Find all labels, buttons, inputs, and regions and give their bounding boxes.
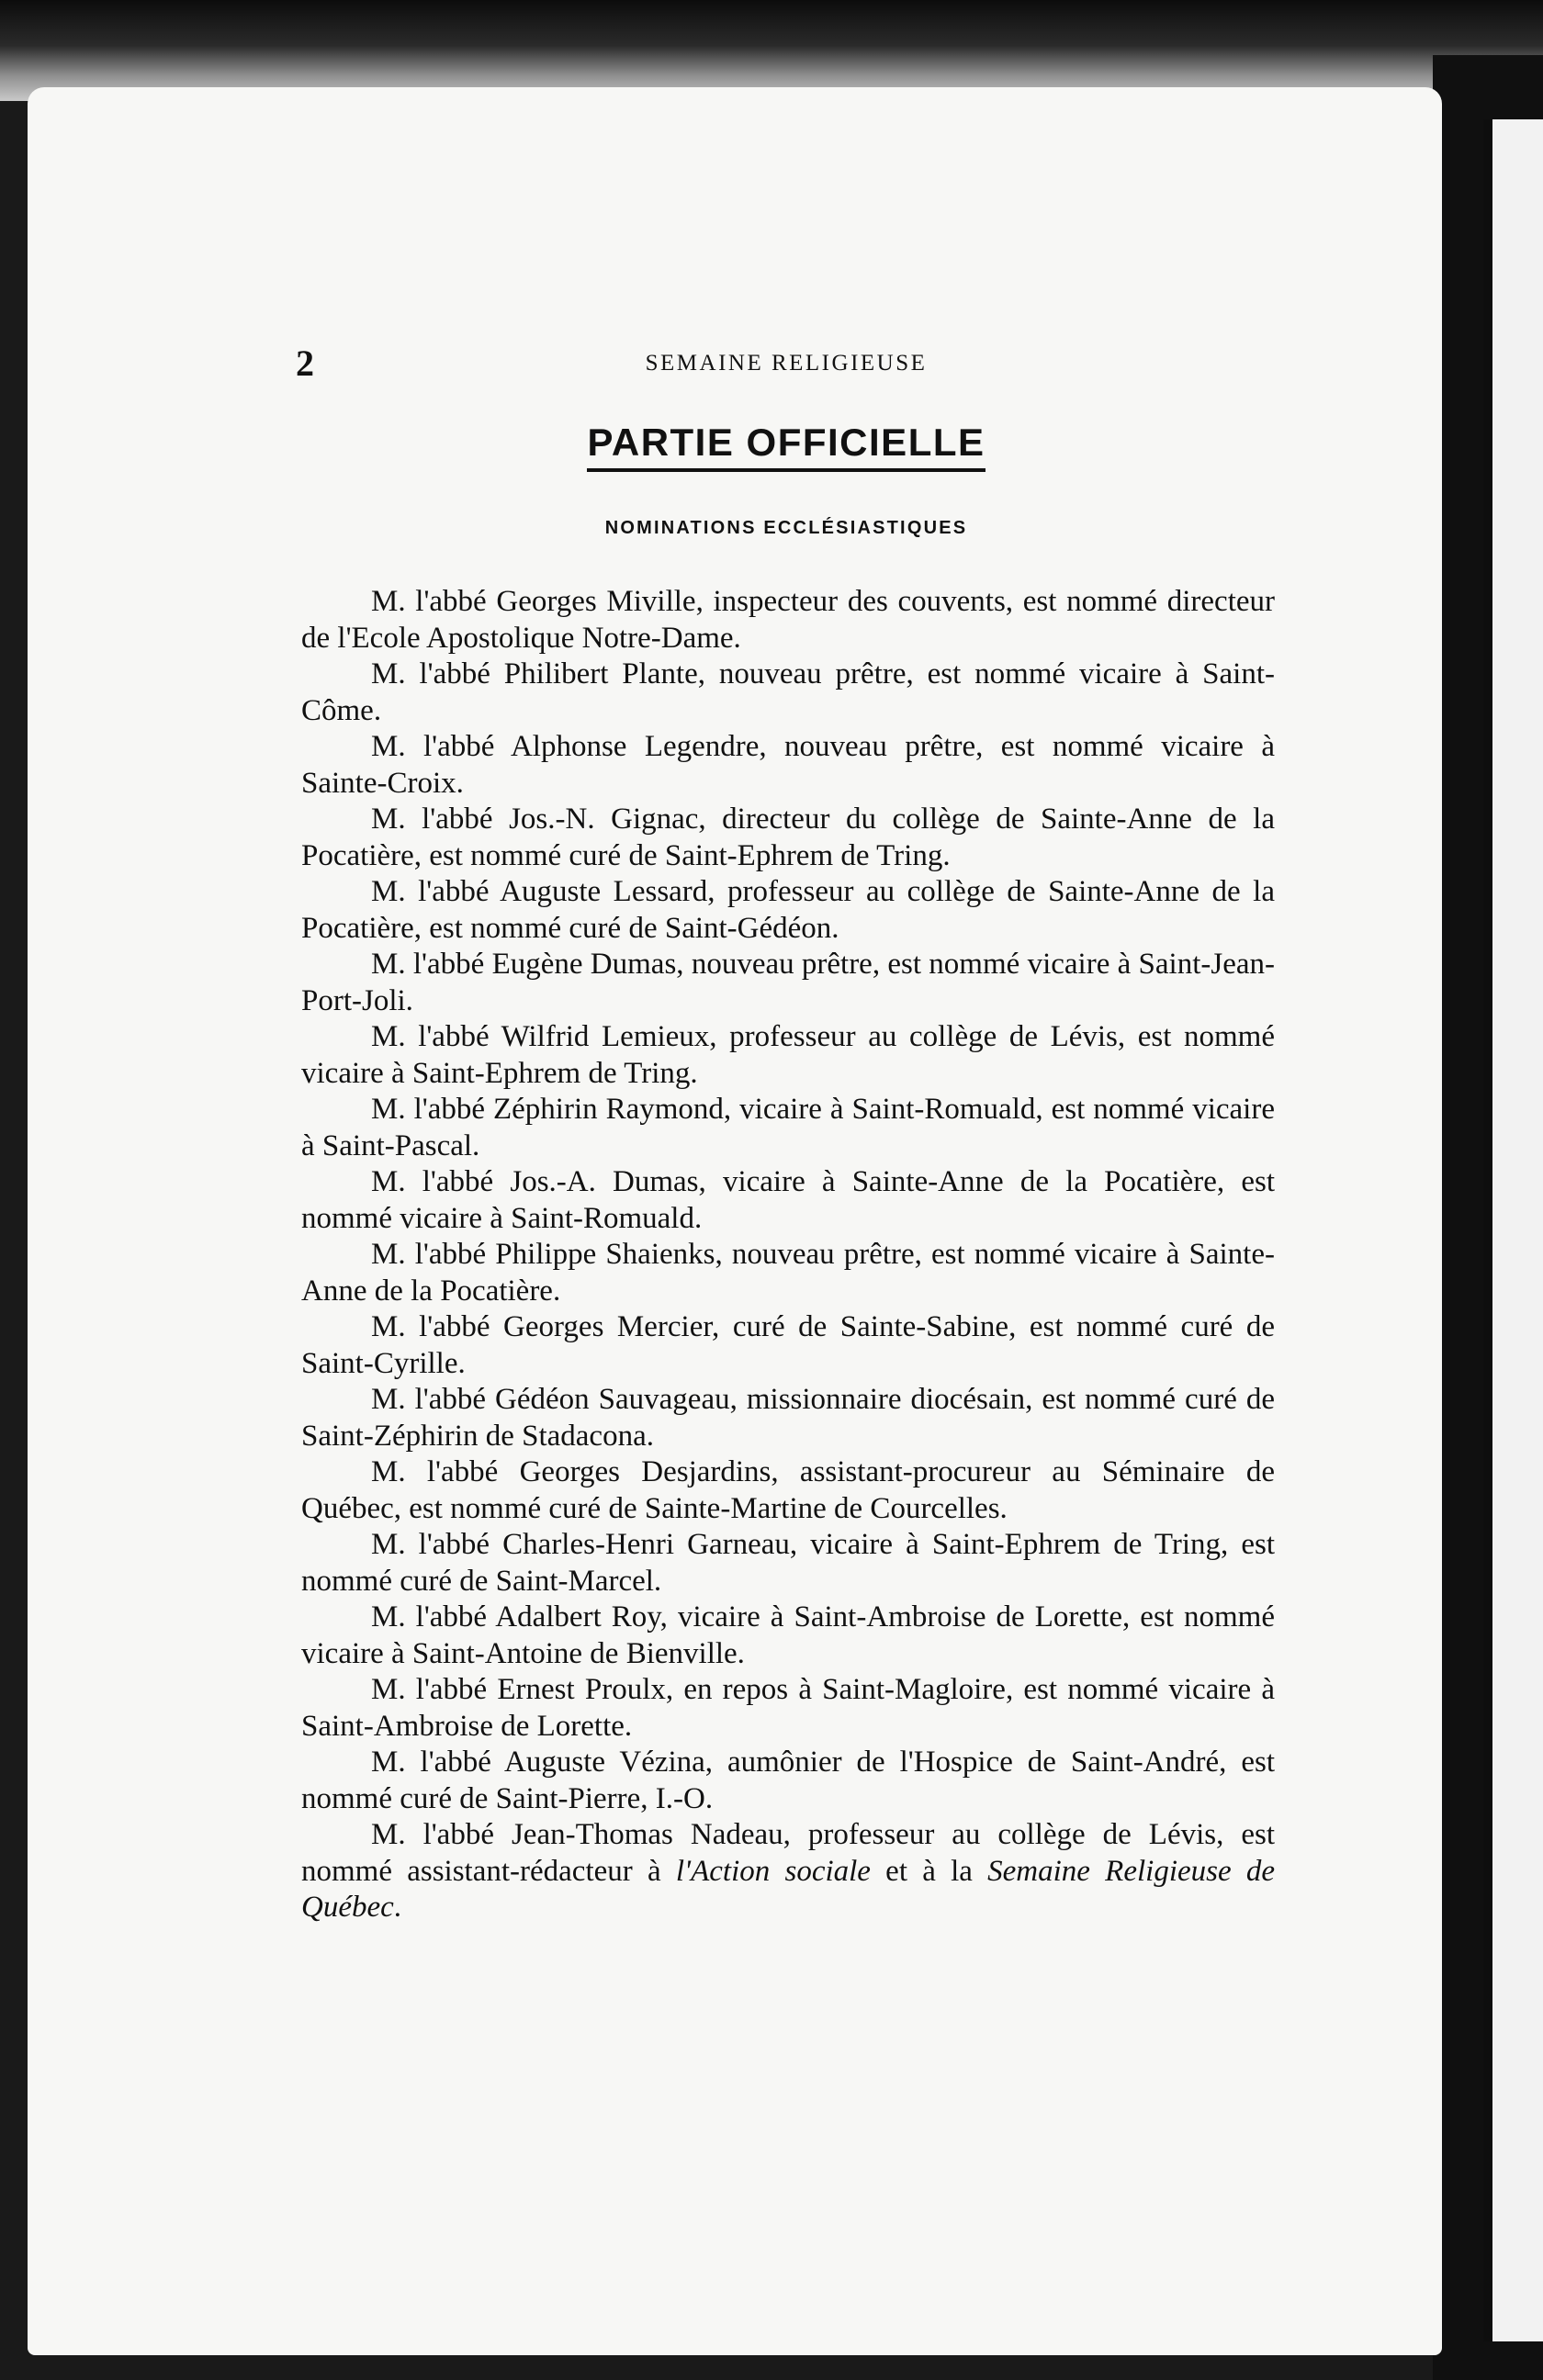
nomination-entry: M. l'abbé Auguste Lessard, professeur au collège de Sainte-Anne de la Pocatière, est nommé curé de Saint-Gédéon. bbox=[301, 875, 1275, 945]
entry-end: . bbox=[393, 1891, 402, 1924]
page-number: 2 bbox=[296, 342, 314, 384]
publication-action-sociale: l'Action sociale bbox=[675, 1854, 871, 1888]
nomination-entry: M. l'abbé Jos.-A. Dumas, vicaire à Sainte-Anne de la Pocatière, est nommé vicaire à Saint-Romuald. bbox=[301, 1165, 1275, 1235]
section-subtitle: NOMINATIONS ECCLÉSIASTIQUES bbox=[604, 518, 968, 538]
running-head: SEMAINE RELIGIEUSE bbox=[645, 351, 928, 376]
publication-semaine-religieuse: Semaine Religieuse de Québec bbox=[301, 1854, 1276, 1924]
section-title-text: PARTIE OFFICIELLE bbox=[587, 421, 985, 472]
nomination-entry: M. l'abbé Charles-Henri Garneau, vicaire à Saint-Ephrem de Tring, est nommé curé de Saint-Marcel. bbox=[301, 1528, 1275, 1598]
nominations-list bbox=[301, 584, 1275, 1926]
nomination-entry: M. l'abbé Philibert Plante, nouveau prêtre, est nommé vicaire à Saint-Côme. bbox=[301, 657, 1275, 727]
nomination-entry: M. l'abbé Georges Miville, inspecteur des couvents, est nommé directeur de l'Ecole Apostolique Notre-Dame. bbox=[301, 585, 1275, 655]
adjacent-page-edge bbox=[1483, 119, 1543, 2341]
nomination-entry: M. l'abbé Adalbert Roy, vicaire à Saint-Ambroise de Lorette, est nommé vicaire à Saint-Antoine de Bienville. bbox=[301, 1600, 1275, 1670]
nomination-entry: M. l'abbé Auguste Vézina, aumônier de l'Hospice de Saint-André, est nommé curé de Saint-Pierre, I.-O. bbox=[301, 1746, 1275, 1815]
nomination-entry: M. l'abbé Philippe Shaienks, nouveau prêtre, est nommé vicaire à Sainte-Anne de la Pocatière. bbox=[301, 1238, 1275, 1308]
nomination-entry: M. l'abbé Ernest Proulx, en repos à Saint-Magloire, est nommé vicaire à Saint-Ambroise de Lorette. bbox=[301, 1673, 1275, 1743]
nomination-entry: M. l'abbé Jos.-N. Gignac, directeur du collège de Sainte-Anne de la Pocatière, est nommé curé de Saint-Ephrem de Tring. bbox=[301, 803, 1275, 872]
nomination-entry: M. l'abbé Wilfrid Lemieux, professeur au collège de Lévis, est nommé vicaire à Saint-Ephrem de Tring. bbox=[301, 1020, 1275, 1090]
nomination-entry: M. l'abbé Gédéon Sauvageau, missionnaire diocésain, est nommé curé de Saint-Zéphirin de Stadacona. bbox=[301, 1383, 1275, 1453]
nomination-entry: M. l'abbé Georges Mercier, curé de Sainte-Sabine, est nommé curé de Saint-Cyrille. bbox=[301, 1310, 1275, 1380]
section-title bbox=[296, 421, 1277, 472]
nomination-entry: M. l'abbé Alphonse Legendre, nouveau prêtre, est nommé vicaire à Sainte-Croix. bbox=[301, 730, 1275, 800]
scan-border-top bbox=[0, 0, 1543, 101]
nomination-entry: M. l'abbé Georges Desjardins, assistant-procureur au Séminaire de Québec, est nommé curé de Sainte-Martine de Courcelles. bbox=[301, 1455, 1275, 1525]
page-header bbox=[296, 342, 1277, 387]
nomination-entry: M. l'abbé Zéphirin Raymond, vicaire à Saint-Romuald, est nommé vicaire à Saint-Pascal. bbox=[301, 1093, 1275, 1162]
entry-middle: et à la bbox=[870, 1854, 988, 1888]
entry-lead: M. l'abbé Jean-Thomas Nadeau, professeur au collège de Lévis, est nommé assistant-rédacteur à bbox=[301, 1818, 1275, 1888]
nomination-entry: M. l'abbé Eugène Dumas, nouveau prêtre, est nommé vicaire à Saint-Jean-Port-Joli. bbox=[301, 948, 1275, 1017]
nomination-entry-last bbox=[301, 1817, 1275, 1926]
